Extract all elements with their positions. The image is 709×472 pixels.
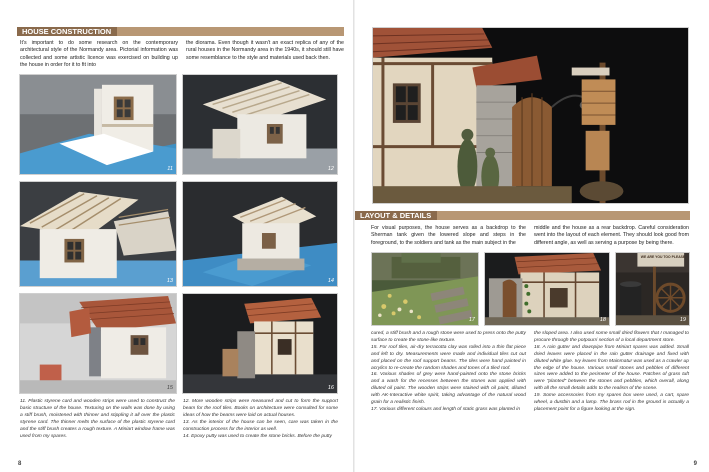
caption-18: 18. A rain gutter and downpipe from Miniart spares was added. Small dried leaves were placed in the rain gutter drainage and fixed with diluted white glue. Ivy leaves from Mainmatur was used as a crawler up the edge of the house. Various small stones and pebbles of different sizes were added to the perimeter of the house. Patches of grass tuft were "planted" between the stones and pebbles, which overall, along with all the small details adds to the realism of the scene. [534,344,689,392]
section-title-house-construction: HOUSE CONSTRUCTION [17,27,117,36]
caption-19: 19. Some accessories from my spares box were used, a cart, spare wheel, a dustbin and a lamp. The brass rod in the ground is actually a placement point for a figure looking at the sign. [534,393,689,412]
caption-13: 13. As the interior of the house can be seen, care was taken in the construction process for the interior as well. [183,419,338,432]
photo-19 [615,252,690,326]
photo-number-13: 13 [166,278,173,284]
photo-number-15: 15 [166,385,173,391]
right-captions [371,331,689,414]
photo-18 [484,252,610,326]
sign-text: WE ARE YOU TOO PLEASE [640,255,686,259]
photo-12 [182,74,338,175]
photo-14 [182,181,338,287]
photo-11 [19,74,177,175]
photo-number-18: 18 [599,317,606,323]
caption-14: 14. Epoxy putty was used to create the stone bricks. Before the putty [183,433,332,439]
section-header-bar-layout [355,211,690,220]
section-header-bar [17,27,344,36]
photo-16 [182,293,338,394]
photo-17 [371,252,479,326]
photo-number-12: 12 [327,166,334,172]
left-captions [20,399,338,440]
caption-12: 12. More wooden strips were measured and cut to form the support beam for the roof tiles. Books on architecture were consulted for some ideas of how the beams were laid on actual houses. [183,399,338,418]
caption-14-cont: cured, a stiff brush and a rough stone were used to press onto the putty surface to create the stone-like texture. [371,331,526,343]
caption-15: 15. For roof tiles, air-dry terracotta clay was rolled into a thin flat piece and left to dry. Measurements were made and individual tiles cut out and placed on the roof support beams. The tiles were hand painted in acrylics to re-create the random shades and tones of a tiled roof. [371,344,526,371]
right-page [355,0,709,472]
caption-11: 11. Plastic styrene card and wooden strips were used to construct the basic structure of the house. Texturing on the walls was done by using a stiff brush, moistened with thinner and stippling it all over the plastic styrene card. The thinner melts the surface of the plastic styrene card and the stiff brush creates a rough texture. A Miniart window frame was used from my spares. [20,399,175,439]
left-page [0,0,354,472]
intro-col-2: the diorama. Even though it wasn't an exact replica of any of the rural houses in the Normandy area in the 1940s, it should still have some resemblance to the style and materials used back then. [186,40,344,61]
page-number-left: 8 [18,461,22,467]
photo-number-17: 17 [468,317,475,323]
captions-col-1 [371,331,526,414]
photo-number-19: 19 [679,317,686,323]
page-number-right: 9 [693,461,697,467]
captions-col-2 [534,331,689,414]
caption-17-cont: the sloped area. I also used some small dried flowers that I managed to procure through the potpourri section of a local department store. [534,331,689,343]
intro-text [20,40,344,69]
photo-15 [19,293,177,394]
layout-intro-text [371,225,689,247]
photo-number-11: 11 [167,166,173,172]
section-title-layout-details: LAYOUT & DETAILS [355,211,437,220]
caption-16: 16. Various shades of grey were hand-painted onto the stone bricks and a wash for the recesses between the stones was applied with diluted oil paint. The wooden strips were stained with oil paint, diluted with AK-Interactive white spirit, taking advantage of the natural wood grain for a realistic finish. [371,372,526,406]
photo-13 [19,181,177,287]
photo-number-14: 14 [327,278,334,284]
intro-col-1: It's important to do some research on the contemporary architectural style of the Normandy area. Pictorial information was collected and some artistic licence was exercised on building up the house in order for it to fit into [20,40,178,68]
caption-17: 17. Various different colours and length of static grass was planted in [371,406,521,412]
caption-12-14 [183,399,338,440]
hero-diorama-photo [372,27,689,204]
layout-intro-col-2: middle and the house as a rear backdrop. Careful consideration went into the layout of each element. They should look good from different angle, as well as serving a purpose by being there. [534,225,689,246]
photo-number-16: 16 [327,385,334,391]
layout-intro-col-1: For visual purposes, the house serves as a backdrop to the Sherman tank given the lowered slope and steps in the foreground, to the soldiers and tank as the main subject in the [371,225,526,246]
